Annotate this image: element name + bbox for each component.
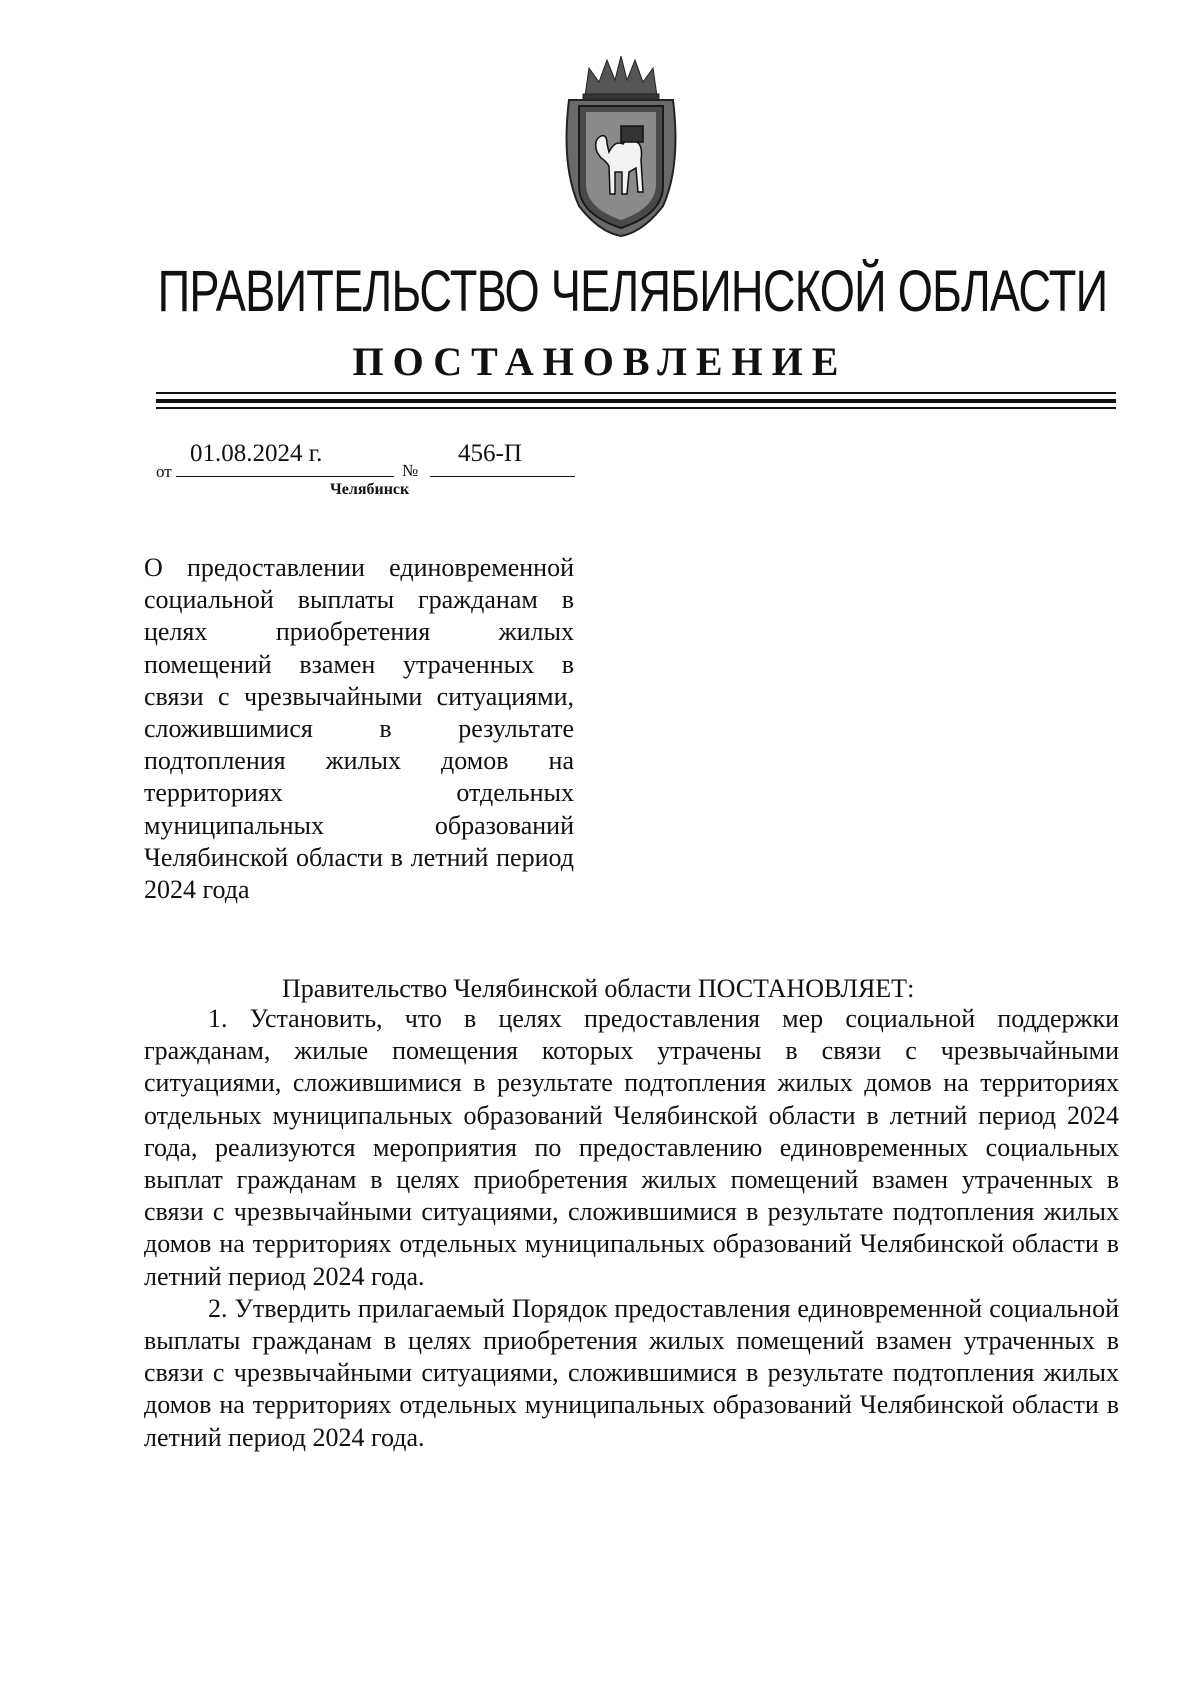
number-underline [430, 476, 575, 477]
date-underline [176, 476, 394, 477]
document-city: Челябинск [330, 481, 410, 498]
document-subject: О предоставлении единовременной социальной выплаты гражданам в целях приобретения жилых помещений взамен утраченных в связи с чрезвычайными ситуациями, сложившимися в результате подтопления жилых домов на территориях отдельных муниципальных образований Челябинской области в летний период 2024 года [144, 553, 574, 905]
body-item-2: 2. Утвердить прилагаемый Порядок предоставления единовременной социальной выплаты гражданам в целях приобретения жилых помещений взамен утраченных в связи с чрезвычайными ситуациями, сложившимися в результате подтопления жилых домов на территориях отдельных муниципальных образований Челябинской области в летний период 2024 года. [144, 1293, 1119, 1452]
preamble: Правительство Челябинской области ПОСТАНОВЛЯЕТ: [282, 974, 915, 1003]
coat-of-arms-icon [559, 56, 683, 238]
header-divider-top [156, 392, 1116, 394]
document-number: 456-П [458, 440, 522, 467]
header-divider-thick [156, 399, 1116, 403]
header-divider-bottom [156, 407, 1116, 409]
government-title: ПРАВИТЕЛЬСТВО ЧЕЛЯБИНСКОЙ ОБЛАСТИ [157, 259, 1108, 324]
date-label: от [156, 462, 172, 481]
document-date: 01.08.2024 г. [190, 440, 323, 467]
document-body [144, 1003, 1119, 1454]
document-type-title: ПОСТАНОВЛЕНИЕ [352, 339, 848, 384]
body-item-1: 1. Установить, что в целях предоставления мер социальной поддержки гражданам, жилые помещения которых утрачены в связи с чрезвычайными ситуациями, сложившимися в результате подтопления жилых домов на территориях отдельных муниципальных образований Челябинской области в летний период 2024 года, реализуются мероприятия по предоставлению единовременных социальных выплат гражданам в целях приобретения жилых помещений взамен утраченных в связи с чрезвычайными ситуациями, сложившимися в результате подтопления жилых домов на территориях отдельных муниципальных образований Челябинской области в летний период 2024 года. [144, 1004, 1119, 1291]
number-label: № [402, 461, 419, 480]
